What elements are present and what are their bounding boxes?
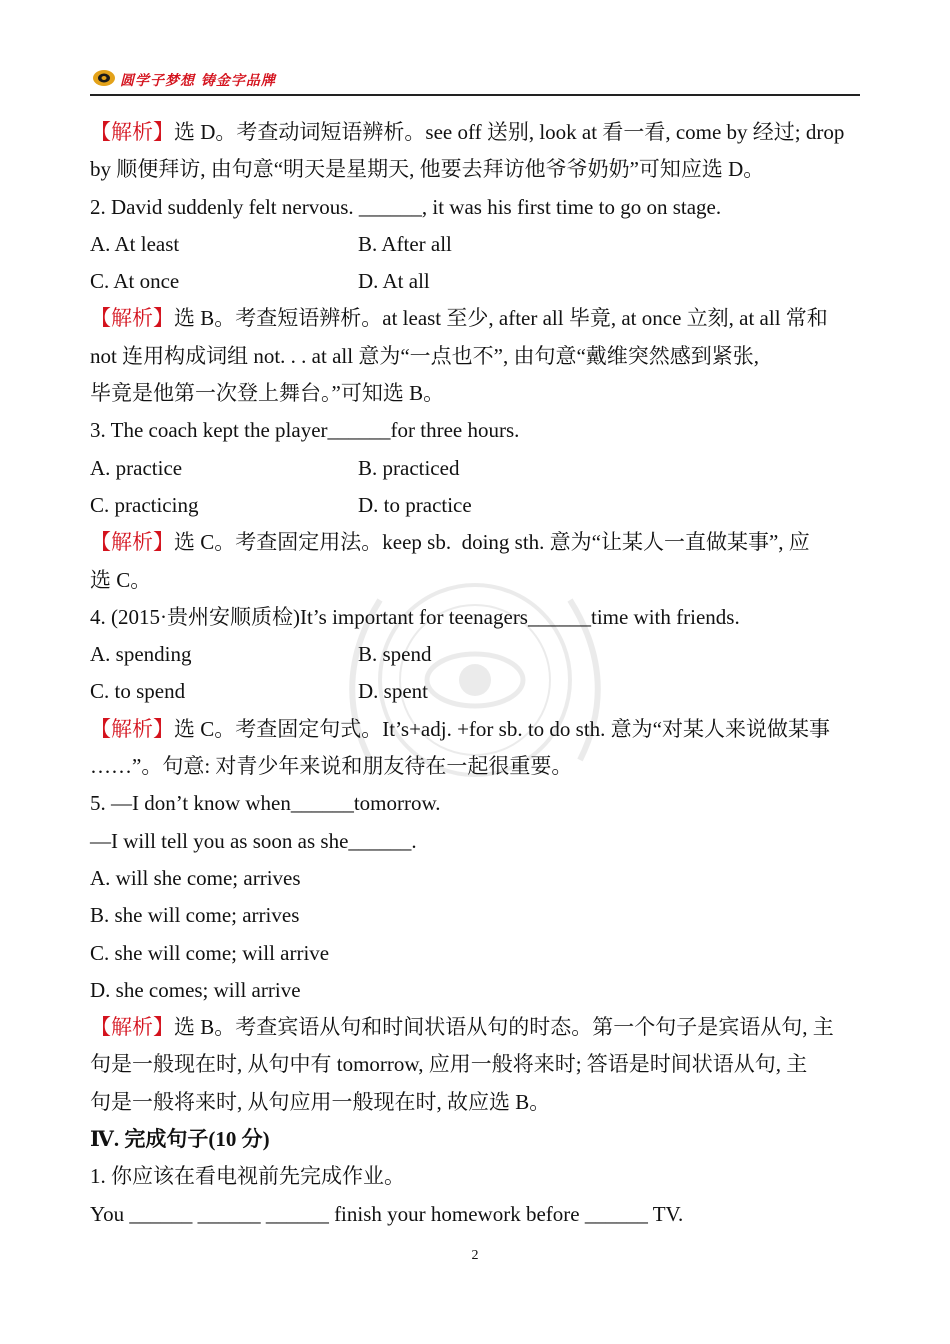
analysis-text: 选 C。考查固定句式。It’s+adj. +for sb. to do sth. 意为“对某人来说做某事: [174, 716, 831, 741]
text-line: not 连用构成词组 not. . . at all 意为“一点也不”, 由句意“戴维突然感到紧张,: [90, 343, 760, 368]
option-right: B. practiced: [358, 455, 460, 480]
analysis-tag: 【解析】: [90, 120, 174, 144]
text-line: D. she comes; will arrive: [90, 977, 301, 1002]
text-line: 选 C。: [90, 567, 152, 592]
text-line: A. will she come; arrives: [90, 865, 301, 890]
option-left: C. practicing: [90, 492, 199, 517]
analysis-line: [90, 114, 860, 151]
logo-icon: [92, 68, 116, 88]
option-left: A. practice: [90, 455, 183, 480]
analysis-text: 选 B。考查短语辨析。at least 至少, after all 毕竟, at once 立刻, at all 常和: [174, 306, 828, 331]
text-line: 1. 你应该在看电视前先完成作业。: [90, 1164, 405, 1189]
analysis-text: 选 D。考查动词短语辨析。see off 送别, look at 看一看, come by 经过; drop: [174, 120, 845, 144]
analysis-line: [90, 300, 860, 337]
options-row: [90, 487, 860, 524]
options-row: [90, 263, 860, 300]
section-heading: Ⅳ. 完成句子(10 分): [90, 1127, 270, 1152]
option-left: A. spending: [90, 642, 192, 667]
analysis-tag: 【解析】: [90, 306, 174, 331]
page-header: [90, 64, 860, 96]
page-number: 2: [471, 1248, 479, 1263]
analysis-text: 选 C。考查固定用法。keep sb. doing sth. 意为“让某人一直做某事”, 应: [174, 530, 810, 555]
text-line: —I will tell you as soon as she______.: [90, 828, 417, 853]
text-line: 句是一般将来时, 从句应用一般现在时, 故应选 B。: [90, 1089, 551, 1114]
analysis-text: 选 B。考查宾语从句和时间状语从句的时态。第一个句子是宾语从句, 主: [174, 1015, 834, 1040]
text-line: 2. David suddenly felt nervous. ______, it was his first time to go on stage.: [90, 194, 722, 219]
analysis-line: [90, 524, 860, 561]
text-line: 4. (2015·贵州安顺质检)It’s important for teenagers______time with friends.: [90, 604, 740, 629]
text-line: ……”。句意: 对青少年来说和朋友待在一起很重要。: [90, 754, 573, 779]
text-line: 5. —I don’t know when______tomorrow.: [90, 791, 441, 816]
options-row: [90, 636, 860, 673]
analysis-line: [90, 1009, 860, 1046]
option-right: B. spend: [358, 642, 432, 667]
analysis-tag: 【解析】: [90, 530, 174, 555]
analysis-tag: 【解析】: [90, 1015, 174, 1040]
option-right: D. spent: [358, 679, 428, 704]
text-line: 3. The coach kept the player______for three hours.: [90, 418, 520, 443]
text-line: B. she will come; arrives: [90, 903, 300, 928]
option-right: D. to practice: [358, 492, 472, 517]
option-right: D. At all: [358, 269, 430, 294]
option-left: C. At once: [90, 269, 180, 294]
option-left: C. to spend: [90, 679, 186, 704]
document-body: [90, 114, 860, 1233]
header-slogan: 圆学子梦想 铸金字品牌: [120, 73, 276, 89]
options-row: [90, 226, 860, 263]
analysis-tag: 【解析】: [90, 716, 174, 741]
text-line: 毕竟是他第一次登上舞台。”可知选 B。: [90, 381, 445, 406]
text-line: You ______ ______ ______ finish your homework before ______ TV.: [90, 1201, 684, 1226]
analysis-line: [90, 711, 860, 748]
options-row: [90, 450, 860, 487]
text-line: C. she will come; will arrive: [90, 940, 330, 965]
text-line: by 顺便拜访, 由句意“明天是星期天, 他要去拜访他爷爷奶奶”可知应选 D。: [90, 157, 765, 182]
text-line: 句是一般现在时, 从句中有 tomorrow, 应用一般将来时; 答语是时间状语从句, 主: [90, 1052, 808, 1077]
option-left: A. At least: [90, 231, 180, 256]
options-row: [90, 673, 860, 710]
option-right: B. After all: [358, 231, 452, 256]
